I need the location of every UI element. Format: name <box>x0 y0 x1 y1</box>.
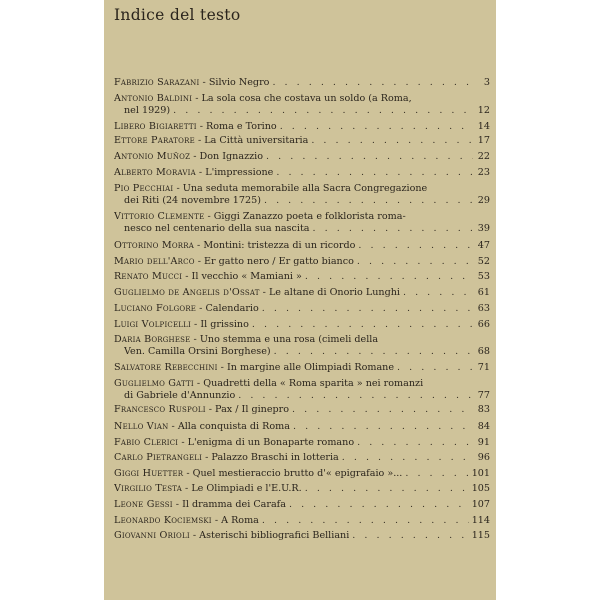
toc-separator: - <box>196 303 206 314</box>
toc-author: Luciano Folgore <box>114 303 197 314</box>
toc-separator: - <box>168 421 178 432</box>
dot-leader <box>311 135 473 147</box>
page-title: Indice del testo <box>114 6 241 24</box>
toc-separator: - <box>189 530 200 541</box>
dot-leader <box>252 319 473 331</box>
toc-author: Leonardo Kociemski <box>114 515 212 526</box>
toc-title: Don Ignazzio <box>199 151 264 162</box>
toc-title: L'impressione <box>205 167 274 178</box>
toc-title: Calendario <box>205 303 259 314</box>
toc-page-number: 14 <box>477 121 490 132</box>
toc-entry-line <box>114 362 490 374</box>
dot-leader <box>352 530 468 542</box>
dot-leader <box>403 287 473 299</box>
toc-separator: - <box>183 468 193 479</box>
toc-author: Pio Pecchiai <box>114 183 174 194</box>
toc-title: nel 1929) <box>124 105 171 116</box>
toc-entry <box>114 404 490 416</box>
toc-title: Palazzo Braschi in lotteria <box>211 452 339 463</box>
toc-separator: - <box>202 452 212 463</box>
toc-entry-line <box>114 135 490 147</box>
toc-entry <box>114 240 490 252</box>
toc-page-number: 84 <box>477 421 490 432</box>
toc-entry-line <box>114 256 490 268</box>
toc-separator: - <box>172 499 183 510</box>
toc-page-number: 22 <box>477 151 490 162</box>
toc-entry <box>114 121 490 133</box>
toc-entry <box>114 319 490 331</box>
toc-entry <box>114 499 490 511</box>
dot-leader <box>266 151 473 163</box>
toc-author: Antonio Muñoz <box>114 151 191 162</box>
toc-entry <box>114 135 490 147</box>
toc-page-number: 66 <box>477 319 490 330</box>
toc-page-number: 53 <box>477 271 490 282</box>
toc-separator: - <box>190 319 201 330</box>
toc-separator: - <box>195 167 206 178</box>
toc-author: Salvatore Rebecchini <box>114 362 218 373</box>
dot-leader <box>342 452 473 464</box>
toc-entry-line <box>114 346 490 358</box>
dot-leader <box>289 499 469 511</box>
toc-title: Er gatto nero / Er gatto bianco <box>204 256 354 267</box>
toc-entry <box>114 334 490 358</box>
toc-entry <box>114 271 490 283</box>
dot-leader <box>305 483 469 495</box>
toc-entry-line <box>114 378 490 390</box>
toc-page-number: 3 <box>483 77 490 88</box>
toc-entry <box>114 151 490 163</box>
toc-entry-line <box>114 105 490 117</box>
dot-leader <box>274 346 473 358</box>
toc-separator: - <box>190 334 200 345</box>
toc-page-number: 96 <box>477 452 490 463</box>
toc-entry-line <box>114 468 490 480</box>
dot-leader <box>280 121 473 133</box>
toc-entry <box>114 378 490 402</box>
toc-author: Libero Bigiaretti <box>114 121 197 132</box>
toc-entry-line <box>114 240 490 252</box>
toc-entry <box>114 362 490 374</box>
dot-leader <box>238 390 473 402</box>
toc-entry-line <box>114 151 490 163</box>
toc-entry-line <box>114 287 490 299</box>
toc-separator: - <box>194 256 204 267</box>
toc-page-number: 68 <box>477 346 490 357</box>
toc-page-number: 107 <box>471 499 490 510</box>
toc-page-number: 39 <box>477 223 490 234</box>
dot-leader <box>305 271 473 283</box>
toc-author: Fabio Clerici <box>114 437 179 448</box>
dot-leader <box>405 468 468 480</box>
toc-separator: - <box>196 121 207 132</box>
toc-author: Antonio Baldini <box>114 93 193 104</box>
toc-author: Mario dell'Arco <box>114 256 195 267</box>
toc-page-number: 29 <box>477 195 490 206</box>
toc-title: In margine alle Olimpiadi Romane <box>226 362 395 373</box>
toc-entry-line <box>114 303 490 315</box>
toc-title: Roma e Torino <box>206 121 277 132</box>
toc-author: Carlo Pietrangeli <box>114 452 203 463</box>
dot-leader <box>173 105 473 117</box>
toc-page-number: 61 <box>477 287 490 298</box>
toc-entry-line <box>114 319 490 331</box>
toc-separator: - <box>178 437 188 448</box>
dot-leader <box>276 167 473 179</box>
toc-entry-line <box>114 223 490 235</box>
toc-separator: - <box>204 211 214 222</box>
toc-title: Il vecchio « Mamiani » <box>191 271 302 282</box>
toc-separator: - <box>199 77 209 88</box>
toc-entry-line <box>114 334 490 346</box>
dot-leader <box>262 303 473 315</box>
toc-separator: - <box>194 135 205 146</box>
toc-entry-line <box>114 271 490 283</box>
toc-title: nesco nel centenario della sua nascita <box>124 223 310 234</box>
toc-entry <box>114 211 490 235</box>
toc-separator: - <box>192 93 202 104</box>
toc-entry <box>114 421 490 433</box>
toc-author: Nello Vian <box>114 421 169 432</box>
toc-title: di Gabriele d'Annunzio <box>124 390 236 401</box>
toc-separator: - <box>190 151 200 162</box>
toc-page-number: 12 <box>477 105 490 116</box>
toc-title: Alla conquista di Roma <box>177 421 290 432</box>
toc-entry-line <box>114 499 490 511</box>
toc-title: La Città universitaria <box>204 135 309 146</box>
toc-entry-line <box>114 437 490 449</box>
toc-entry <box>114 515 490 527</box>
toc-entry-line <box>114 390 490 402</box>
dot-leader <box>272 77 473 89</box>
toc-title: dei Riti (24 novembre 1725) <box>124 195 261 206</box>
toc-page-number: 101 <box>471 468 490 479</box>
toc-entry-line <box>114 167 490 179</box>
toc-entry-line <box>114 211 490 223</box>
toc-entry-line <box>114 515 490 527</box>
dot-leader <box>293 421 473 433</box>
toc-page-number: 77 <box>477 390 490 401</box>
toc-author: Virgilio Testa <box>114 483 182 494</box>
toc-entry <box>114 437 490 449</box>
toc-entry-line <box>114 404 490 416</box>
toc-entry <box>114 93 490 117</box>
toc-author: Renato Mucci <box>114 271 183 282</box>
toc-separator: - <box>193 240 204 251</box>
toc-title: Asterischi bibliografici Belliani <box>199 530 350 541</box>
toc-entry-line <box>114 195 490 207</box>
toc-author: Francesco Ruspoli <box>114 404 206 415</box>
toc-title: Quadretti della « Roma sparita » nei romanzi <box>203 378 424 389</box>
toc-entry <box>114 183 490 207</box>
toc-title: L'enigma di un Bonaparte romano <box>187 437 355 448</box>
toc-entry <box>114 77 490 89</box>
toc-entry-line <box>114 121 490 133</box>
toc-title: Giggi Zanazzo poeta e folklorista roma- <box>213 211 406 222</box>
toc-separator: - <box>173 183 183 194</box>
toc-author: Ottorino Morra <box>114 240 194 251</box>
toc-entry <box>114 452 490 464</box>
dot-leader <box>313 223 473 235</box>
toc-separator: - <box>193 378 204 389</box>
dot-leader <box>358 240 473 252</box>
toc-title: Una seduta memorabile alla Sacra Congregazione <box>182 183 428 194</box>
toc-title: Il grissino <box>200 319 249 330</box>
toc-page-number: 114 <box>471 515 490 526</box>
toc-entry <box>114 167 490 179</box>
toc-separator: - <box>181 483 192 494</box>
toc-page-number: 47 <box>477 240 490 251</box>
toc-entry-line <box>114 483 490 495</box>
toc-page-number: 105 <box>471 483 490 494</box>
toc-entry <box>114 287 490 299</box>
toc-page-number: 23 <box>477 167 490 178</box>
toc-separator: - <box>211 515 222 526</box>
dot-leader <box>262 515 469 527</box>
toc-title: Il dramma dei Carafa <box>182 499 286 510</box>
toc-entry-line <box>114 77 490 89</box>
toc-page-number: 52 <box>477 256 490 267</box>
dot-leader <box>357 437 473 449</box>
toc-title: Montini: tristezza di un ricordo <box>203 240 356 251</box>
toc-separator: - <box>259 287 269 298</box>
toc-entry-line <box>114 93 490 105</box>
toc-author: Fabrizio Sarazani <box>114 77 200 88</box>
toc-title: Quel mestieraccio brutto d'« epigrafaio »... <box>192 468 403 479</box>
toc-page-number: 17 <box>477 135 490 146</box>
toc-title: Ven. Camilla Orsini Borghese) <box>124 346 271 357</box>
toc-title: La sola cosa che costava un soldo (a Roma, <box>201 93 412 104</box>
dot-leader <box>264 195 473 207</box>
toc-author: Luigi Volpicelli <box>114 319 191 330</box>
toc-title: Pax / Il ginepro <box>215 404 290 415</box>
toc-author: Guglielmo de Angelis d'Ossat <box>114 287 260 298</box>
toc-page-number: 71 <box>477 362 490 373</box>
toc-page-number: 63 <box>477 303 490 314</box>
dot-leader <box>292 404 473 416</box>
dot-leader <box>357 256 473 268</box>
toc-title: Le Olimpiadi e l'E.U.R. <box>191 483 302 494</box>
toc-entry-line <box>114 452 490 464</box>
toc-title: Uno stemma e una rosa (cimeli della <box>199 334 379 345</box>
toc-page-number: 91 <box>477 437 490 448</box>
toc-entry <box>114 256 490 268</box>
toc-title: Le altane di Onorio Lunghi <box>268 287 400 298</box>
toc-author: Alberto Moravia <box>114 167 196 178</box>
toc-entry <box>114 303 490 315</box>
toc-author: Vittorio Clemente <box>114 211 205 222</box>
toc-entry-line <box>114 183 490 195</box>
toc-author: Giggi Huetter <box>114 468 184 479</box>
toc-entry-line <box>114 421 490 433</box>
toc-separator: - <box>205 404 216 415</box>
toc-author: Guglielmo Gatti <box>114 378 194 389</box>
toc-title: A Roma <box>221 515 259 526</box>
toc-entry <box>114 530 490 542</box>
toc-separator: - <box>182 271 192 282</box>
toc-entry <box>114 483 490 495</box>
toc-separator: - <box>217 362 227 373</box>
toc-entry-line <box>114 530 490 542</box>
book-page <box>104 0 496 600</box>
toc-title: Silvio Negro <box>208 77 270 88</box>
table-of-contents <box>114 74 490 542</box>
toc-author: Ettore Paratore <box>114 135 195 146</box>
toc-author: Daria Borghese <box>114 334 191 345</box>
toc-page-number: 115 <box>471 530 490 541</box>
toc-entry <box>114 468 490 480</box>
toc-author: Giovanni Orioli <box>114 530 190 541</box>
dot-leader <box>397 362 473 374</box>
toc-author: Leone Gessi <box>114 499 173 510</box>
toc-page-number: 83 <box>477 404 490 415</box>
